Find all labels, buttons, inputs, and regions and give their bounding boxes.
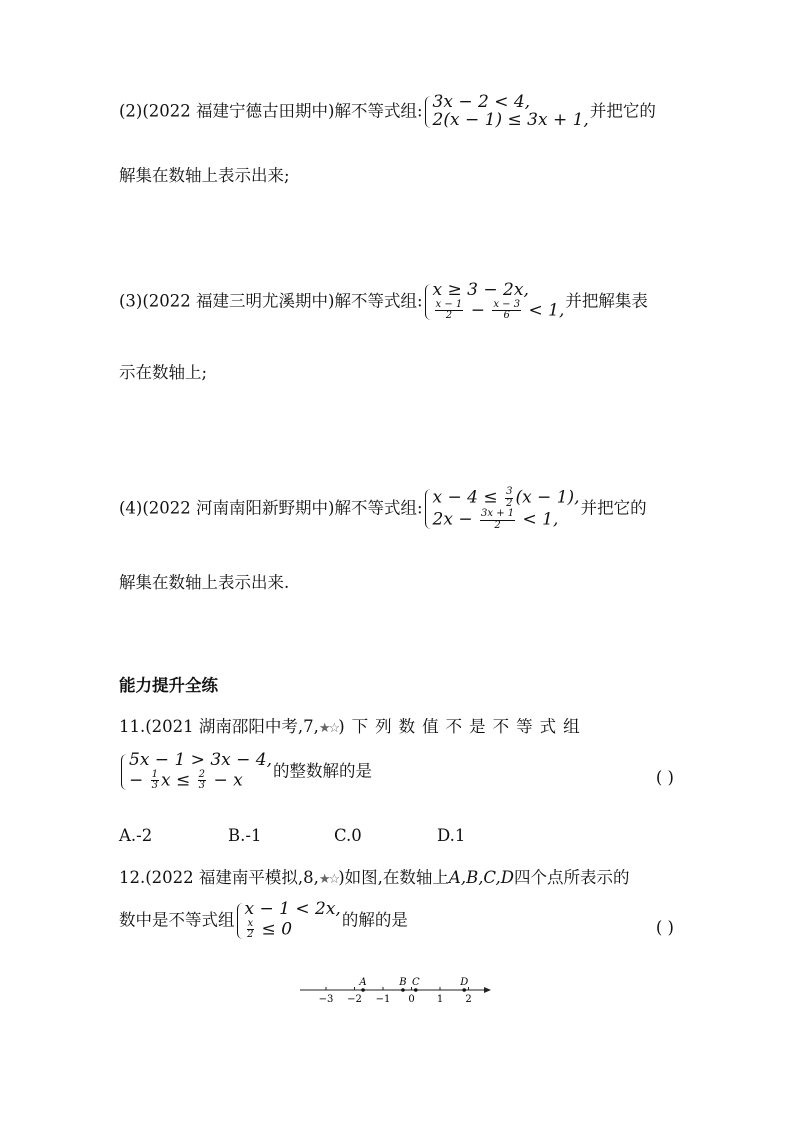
number-line-tick-label: 2 bbox=[465, 994, 472, 1005]
fraction: $\frac{2}{3}$ bbox=[198, 768, 206, 792]
number-line-point-label: C bbox=[411, 977, 420, 988]
fraction: $\frac{x}{2}$ bbox=[247, 917, 254, 941]
system-row: 3x − 2 < 4, bbox=[432, 92, 531, 112]
answer-blank: ( ) bbox=[655, 768, 674, 787]
fraction: $\frac{x - 3}{6}$ bbox=[493, 298, 521, 322]
section-title: 能力提升全练 bbox=[119, 676, 218, 695]
number-line-point bbox=[401, 988, 405, 992]
number-line-tick-label: −2 bbox=[347, 994, 362, 1005]
question-12-line-1 bbox=[119, 864, 629, 888]
fraction: $\frac{x - 1}{2}$ bbox=[435, 298, 463, 322]
problem-4-lead: (4)(2022 河南南阳新野期中)解不等式组: bbox=[119, 498, 423, 518]
system-row: x ≥ 3 − 2x, bbox=[432, 280, 529, 300]
option-d: D.1 bbox=[437, 826, 466, 845]
problem-4-tail: 并把它的 bbox=[580, 498, 647, 518]
difficulty-stars-icon: ★☆ bbox=[318, 721, 339, 736]
number-line-point-label: D bbox=[460, 977, 469, 988]
system-row: 2(x − 1) ≤ 3x + 1, bbox=[432, 109, 589, 130]
fraction: $\frac{1}{3}$ bbox=[151, 768, 159, 792]
system-row: $\frac{x - 1}{2}$ − $\frac{x - 3}{6}$ < 1, bbox=[435, 298, 565, 322]
question-11-line-2 bbox=[119, 752, 372, 792]
number-line-tick-label: 1 bbox=[436, 994, 444, 1005]
number-line-point-label: A bbox=[359, 977, 367, 988]
option-b: B.-1 bbox=[228, 826, 262, 845]
problem-3-line-1 bbox=[119, 282, 648, 322]
arrow-icon bbox=[484, 987, 491, 993]
number-line-point bbox=[361, 988, 365, 992]
problem-3-tail: 并把解集表 bbox=[565, 291, 648, 311]
difficulty-stars-icon: ★☆ bbox=[318, 872, 339, 887]
problem-4-system bbox=[424, 487, 580, 531]
answer-blank: ( ) bbox=[655, 918, 674, 937]
system-row: $\frac{x}{2}$ ≤ 0 bbox=[247, 917, 293, 941]
question-12-pre: 数中是不等式组 bbox=[119, 910, 235, 930]
number-line-tick-label: −3 bbox=[318, 994, 334, 1005]
problem-4-line-2: 解集在数轴上表示出来. bbox=[119, 573, 290, 592]
question-12-system bbox=[236, 901, 341, 941]
system-row: 2x − $\frac{3x + 1}{2}$ < 1, bbox=[432, 508, 559, 531]
number-line-tick-label: 0 bbox=[408, 994, 415, 1005]
point-labels: A,B,C,D bbox=[448, 868, 514, 887]
question-12-line-2 bbox=[119, 901, 408, 941]
problem-2-line-2: 解集在数轴上表示出来; bbox=[119, 166, 290, 185]
question-12-after: 的解的是 bbox=[341, 910, 408, 930]
question-12-lead: 12.(2022 福建南平模拟,8, bbox=[119, 868, 319, 887]
problem-2-tail: 并把它的 bbox=[589, 101, 656, 121]
question-11-after: 的整数解的是 bbox=[273, 761, 372, 781]
number-line bbox=[298, 970, 498, 1006]
question-11-system bbox=[120, 752, 272, 792]
number-line-point bbox=[462, 988, 466, 992]
system-row: 5x − 1 > 3x − 4, bbox=[129, 750, 272, 770]
option-c: C.0 bbox=[334, 826, 362, 845]
problem-3-system bbox=[424, 282, 565, 322]
problem-3-lead: (3)(2022 福建三明尤溪期中)解不等式组: bbox=[119, 291, 423, 311]
question-12-tail: )如图,在数轴上 bbox=[338, 868, 449, 887]
fraction: $\frac{3}{2}$ bbox=[506, 486, 513, 509]
question-12-tail-2: 四个点所表示的 bbox=[513, 868, 630, 887]
option-a: A.-2 bbox=[119, 826, 153, 845]
problem-4-line-1 bbox=[119, 487, 647, 531]
fraction: $\frac{3x + 1}{2}$ bbox=[481, 508, 515, 531]
question-11-line-1 bbox=[119, 713, 587, 737]
system-row: − $\frac{1}{3}$ x ≤ $\frac{2}{3}$ − x bbox=[129, 768, 243, 792]
number-line-point-label: B bbox=[399, 977, 407, 988]
question-11-tail: )下列数值不是不等式组 bbox=[338, 717, 587, 736]
system-row: x − 4 ≤ $\frac{3}{2}$ (x − 1), bbox=[432, 486, 580, 509]
problem-2-system bbox=[424, 94, 589, 130]
number-line-tick-label: −1 bbox=[375, 994, 391, 1005]
problem-2-lead: (2)(2022 福建宁德古田期中)解不等式组: bbox=[119, 101, 423, 121]
number-line-point bbox=[414, 988, 418, 992]
question-11-lead: 11.(2021 湖南邵阳中考,7, bbox=[119, 717, 319, 736]
system-row: x − 1 < 2x, bbox=[244, 899, 341, 919]
problem-2-line-1 bbox=[119, 94, 656, 130]
problem-3-line-2: 示在数轴上; bbox=[119, 363, 208, 382]
